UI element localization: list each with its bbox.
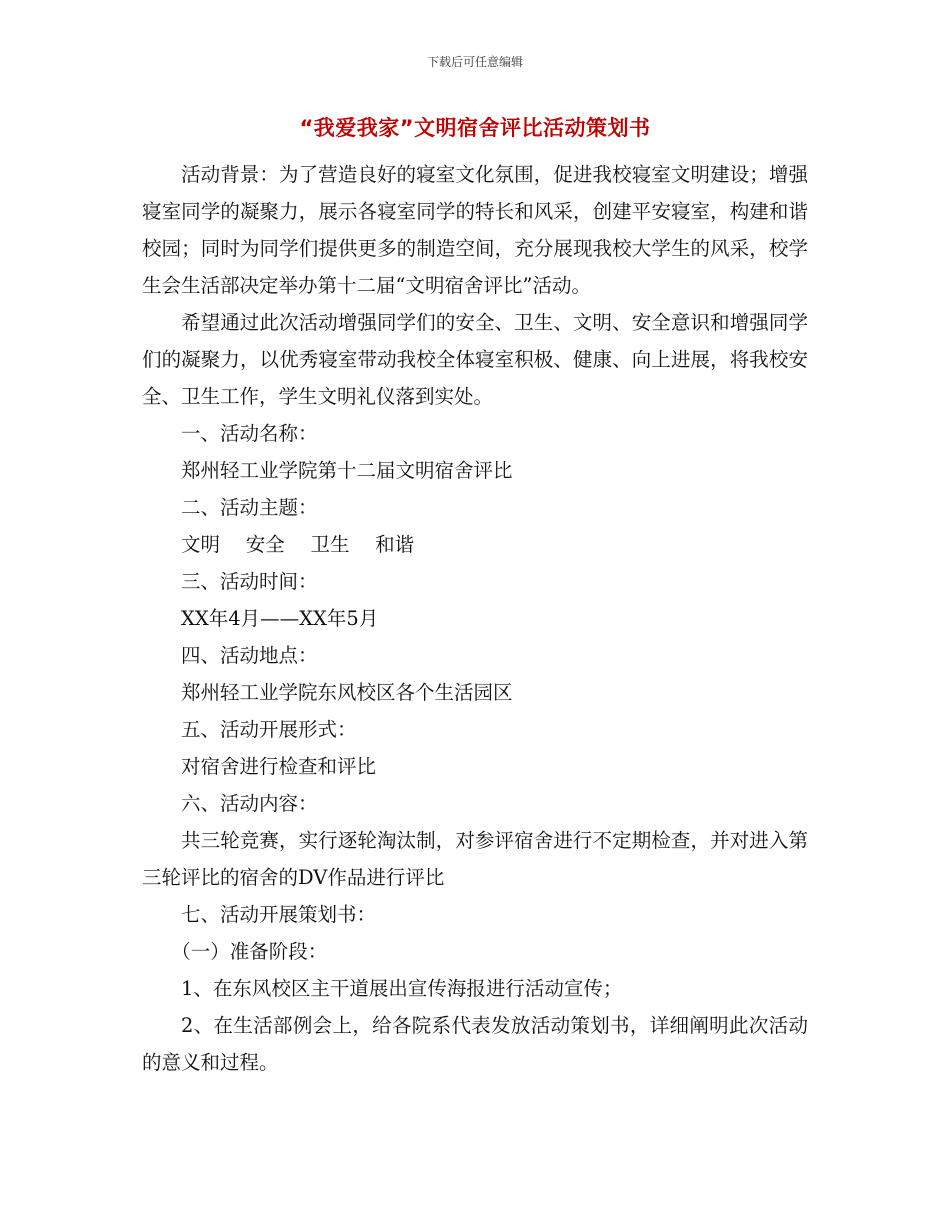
document-title: “我爱我家”文明宿舍评比活动策划书 [299,116,651,140]
hope-paragraph: 希望通过此次活动增强同学们的安全、卫生、文明、安全意识和增强同学们的凝聚力，以优秀寝室带动我校全体寝室积极、健康、向上进展，将我校安全、卫生工作，学生文明礼仪落到实处。 [142,311,808,408]
theme-item: 卫生 [310,533,350,556]
section-value-content: 共三轮竞赛，实行逐轮淘汰制，对参评宿舍进行不定期检查，并对进入第三轮评比的宿舍的DV作品进行评比 [142,829,808,889]
prep-item-2: 2、在生活部例会上，给各院系代表发放活动策划书，详细阐明此次活动的意义和过程。 [142,1014,808,1074]
section-value-theme [142,526,808,563]
header-note: 下载后可任意编辑 [426,55,523,69]
section-value-time: XX年4月——XX年5月 [181,607,379,630]
section-value-name: 郑州轻工业学院第十二届文明宿舍评比 [181,459,513,482]
theme-item: 文明 [181,533,221,556]
background-paragraph: 活动背景：为了营造良好的寝室文化氛围，促进我校寝室文明建设；增强寝室同学的凝聚力，展示各寝室同学的特长和风采，创建平安寝室，构建和谐校园；同时为同学们提供更多的制造空间，充分展现我校大学生的风采，校学生会生活部决定举办第十二届“文明宿舍评比”活动。 [142,163,808,297]
section-heading-time: 三、活动时间： [181,570,318,593]
section-heading-content: 六、活动内容： [181,792,318,815]
section-heading-place: 四、活动地点： [181,644,318,667]
theme-item: 和谐 [375,533,415,556]
theme-item: 安全 [245,533,285,556]
section-value-place: 郑州轻工业学院东风校区各个生活园区 [181,681,513,704]
section-value-form: 对宿舍进行检查和评比 [181,755,377,778]
prep-item-1: 1、在东风校区主干道展出宣传海报进行活动宣传； [181,977,623,1000]
document-body [142,156,808,1081]
section-heading-theme: 二、活动主题： [181,496,318,519]
section-heading-form: 五、活动开展形式： [181,718,357,741]
section-heading-plan: 七、活动开展策划书： [181,903,377,926]
section-heading-name: 一、活动名称： [181,422,318,445]
section-heading-prep: （一）准备阶段： [171,940,328,963]
